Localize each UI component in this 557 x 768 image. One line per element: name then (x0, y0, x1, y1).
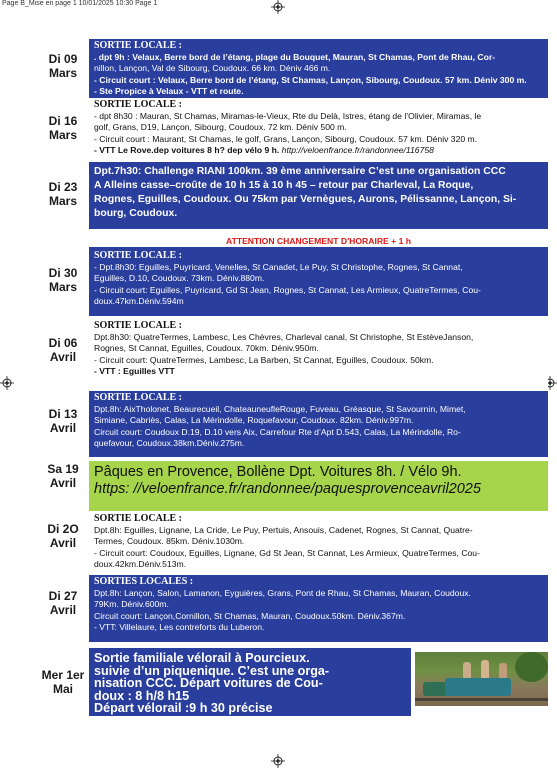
event-heading: SORTIE LOCALE : (94, 513, 183, 524)
event-heading: SORTIE LOCALE : (94, 40, 183, 51)
event-line: - Circuit court : Velaux, Berre bord de l’étang, St Chamas, Lançon, Sibourg, Coudoux. 57 km. Déniv 300 m. (94, 74, 527, 85)
date-day: Di 06 (48, 336, 78, 350)
event-line: suivie d’un piquenique. C’est une orga- (94, 663, 330, 678)
date-month: Avril (49, 476, 77, 490)
date-month: Avril (49, 350, 77, 364)
date-day: Di 23 (48, 180, 78, 194)
date-month: Avril (49, 603, 77, 617)
attention-notice: ATTENTION CHANGEMENT D'HORAIRE + 1 h (226, 236, 411, 246)
event-box (89, 319, 548, 387)
event-heading: SORTIE LOCALE : (94, 250, 183, 261)
event-box (89, 512, 548, 572)
event-line: doux.47km.Déniv.594m (94, 296, 184, 307)
event-line: Dpt.8h30: QuatreTermes, Lambesc, Les Chèvres, Charleval canal, St Christophe, St EstèveJanson, (94, 332, 474, 342)
date-label (34, 180, 92, 208)
registration-mark-left (0, 376, 14, 390)
date-month: Avril (49, 536, 77, 550)
photo-velorail (445, 678, 511, 696)
event-line: - Circuit court : Maurant, St Chamas, le golf, Grans, Lançon, Sibourg, Coudoux. 57 km. Déniv 320 m. (94, 133, 478, 144)
date-month: Mai (52, 682, 73, 696)
event-heading: SORTIE LOCALE : (94, 392, 183, 403)
event-box (89, 247, 548, 316)
date-day: Mer 1er (41, 668, 85, 682)
event-line (94, 145, 543, 156)
date-day: Di 2O (47, 522, 79, 536)
date-month: Avril (49, 421, 77, 435)
event-line: Circuit court: Coudoux D.19, D.10 vers Aix, Carrefour Rte d’Apt D.543, Calas, La Mérindolle, Ro- (94, 426, 461, 437)
event-line: Circuit court: Lançon,Cornillon, St Chamas, Mauran, Coudoux.50km. Déniv.367m. (94, 610, 406, 621)
date-day: Di 27 (48, 589, 78, 603)
event-box (89, 162, 548, 229)
event-line: Dpt.7h30: Challenge RIANI 100km. 39 ème anniversaire C’est une organisation CCC (94, 166, 506, 177)
event-box (89, 648, 411, 716)
date-label (34, 668, 92, 696)
event-line: Eguilles, D.10, Coudoux. 73km. Déniv.880m. (94, 273, 265, 284)
event-line: - Circuit court: Eguilles, Puyricard, Gd St Jean, Rognes, St Cannat, Les Armieux, QuatreTermes, Cou- (94, 284, 481, 295)
date-label (34, 589, 92, 617)
event-box (89, 98, 548, 158)
event-line: Dpt.8h: AixTholonet, Beaurecueil, ChateauneufleRouge, Fuveau, Gréasque, St Savournin, Mimet, (94, 404, 466, 414)
event-line: bourg, Coudoux. (94, 208, 178, 219)
event-text: - VTT Le Rove.dep voitures 8 h? dep vélo 9 h. (94, 145, 280, 156)
date-label (34, 266, 92, 294)
date-label (34, 336, 92, 364)
event-line: - Circuit court: QuatreTermes, Lambesc, La Barben, St Cannat, Eguilles, Coudoux. 50km. (94, 354, 434, 365)
event-link[interactable]: https: //veloenfrance.fr/randonnee/paquesprovenceavril2025 (94, 481, 481, 497)
event-heading: SORTIES LOCALES : (94, 576, 194, 587)
event-line: Simiane, Cabriès, Calas, La Mérindolle, Roquefavour, Coudoux. 82km. Déniv.997m. (94, 415, 414, 426)
date-day: Di 09 (48, 52, 78, 66)
event-line: - dpt 8h30 : Mauran, St Chamas, Miramas-le-Vieux, Rte du Delà, Istres, étang de l’Olivier, Miramas, le (94, 111, 482, 121)
event-line: Sortie familiale vélorail à Pourcieux. (94, 651, 310, 665)
date-label (34, 114, 92, 142)
event-line: doux.42km.Déniv.513m. (94, 559, 187, 570)
event-box (89, 391, 548, 457)
event-line: Termes, Coudoux. 85km. Déniv.1030m. (94, 536, 245, 547)
date-label (34, 52, 92, 80)
event-line: . dpt 9h : Velaux, Berre bord de l’étang, plage du Bouquet, Mauran, St Chamas, Pont de Rhau, Cor- (94, 52, 496, 62)
event-box (89, 39, 548, 98)
date-label (34, 407, 92, 435)
event-heading: SORTIE LOCALE : (94, 99, 183, 110)
date-month: Mars (48, 194, 77, 208)
registration-mark-bottom (271, 754, 285, 768)
event-line: - Dpt.8h30: Eguilles, Puyricard, Venelles, St Canadet, Le Puy, St Christophe, Rognes, St Cannat, (94, 262, 463, 272)
event-line: Pâques en Provence, Bollène Dpt. Voitures 8h. / Vélo 9h. (94, 464, 462, 480)
event-line: 79Km. Déniv.600m. (94, 599, 169, 610)
event-line: Dpt.8h: Lançon, Salon, Lamanon, Eyguières, Grans, Pont de Rhau, St Chamas, Mauran, Coudoux. (94, 588, 471, 598)
date-day: Sa 19 (47, 462, 79, 476)
date-month: Mars (48, 128, 77, 142)
event-line: golf, Grans, D19, Lançon, Sibourg, Coudoux. 72 km. Déniv 500 m. (94, 122, 347, 133)
event-heading: SORTIE LOCALE : (94, 320, 183, 331)
event-box (89, 575, 548, 642)
event-line: Dpt.8h: Eguilles, Lignane, La Cride, Le Puy, Pertuis, Ansouis, Cadenet, Rognes, St Cannat, Quatre- (94, 525, 473, 535)
event-line: - Ste Propice à Velaux - VTT et route. (94, 86, 244, 97)
photo-person (481, 660, 489, 680)
event-line: Rognes, St Cannat, Eguilles, Coudoux. 70km. Déniv.950m. (94, 343, 319, 354)
event-link[interactable]: http://veloenfrance.fr/randonnee/116758 (281, 145, 434, 156)
date-month: Mars (48, 280, 77, 294)
velorail-photo (415, 652, 548, 706)
event-line: A Alleins casse–croûte de 10 h 15 à 10 h 45 – retour par Charleval, La Roque, (94, 180, 474, 191)
date-label (34, 462, 92, 490)
event-line: nillon, Lançon, Val de Sibourg, Coudoux. 66 km. Déniv 466 m. (94, 63, 331, 74)
event-line: Départ vélorail :9 h 30 précise (94, 701, 273, 715)
event-line: quefavour, Coudoux.38km.Déniv.275m. (94, 438, 245, 449)
date-day: Di 16 (48, 114, 78, 128)
event-box (89, 461, 548, 511)
date-day: Di 30 (48, 266, 78, 280)
event-line: - VTT: Villelaure, Les contreforts du Luberon. (94, 622, 265, 633)
photo-rail (415, 698, 548, 701)
print-header: Page B_Mise en page 1 10/01/2025 10:30 Page 1 (2, 0, 158, 7)
event-line: doux : 8 h/8 h15 (94, 688, 190, 703)
registration-mark-top (271, 0, 285, 14)
date-month: Mars (48, 66, 77, 80)
photo-tree (515, 652, 548, 682)
event-line: nisation CCC. Départ voitures de Cou- (94, 676, 323, 690)
event-line: Rognes, Eguilles, Coudoux. Ou 75km par Vernègues, Aurons, Pélissanne, Lançon, Si- (94, 194, 517, 205)
date-day: Di 13 (48, 407, 78, 421)
event-line: - VTT : Eguilles VTT (94, 366, 175, 377)
date-label (34, 522, 92, 550)
event-line: - Circuit court: Coudoux, Eguilles, Lignane, Gd St Jean, St Cannat, Les Armieux, QuatreTermes, Cou- (94, 547, 480, 558)
